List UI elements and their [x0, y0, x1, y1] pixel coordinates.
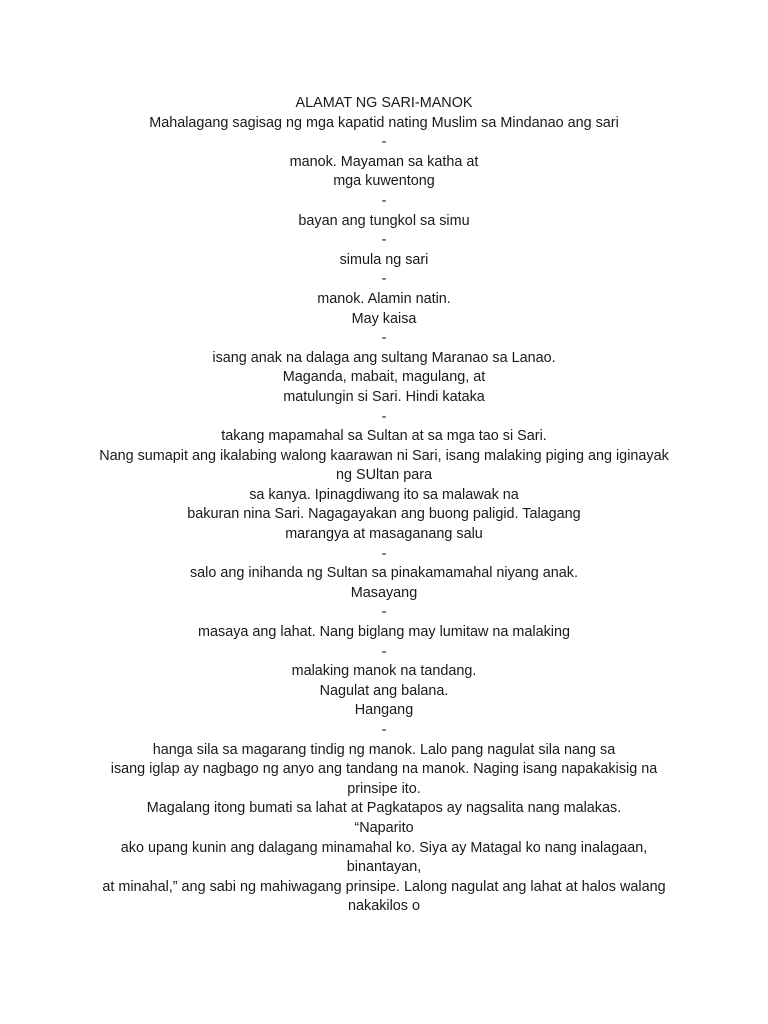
text-line: manok. Mayaman sa katha at	[289, 153, 479, 170]
text-line: -	[381, 192, 387, 209]
text-line: matulungin si Sari. Hindi kataka	[283, 388, 485, 405]
text-line: isang anak na dalaga ang sultang Maranao sa Lanao.	[212, 349, 556, 366]
text-line: bakuran nina Sari. Nagagayakan ang buong paligid. Talagang	[187, 506, 581, 523]
text-line: May kaisa	[351, 310, 417, 327]
text-line: manok. Alamin natin.	[317, 290, 451, 307]
text-line: Masayang	[350, 584, 418, 601]
text-line: -	[381, 408, 387, 425]
text-line: ng SUltan para	[336, 467, 432, 484]
text-line: masaya ang lahat. Nang biglang may lumitaw na malaking	[198, 624, 570, 641]
text-line: Magalang itong bumati sa lahat at Pagkatapos ay nagsalita nang malakas.	[146, 800, 622, 817]
text-line: “Naparito	[354, 819, 414, 836]
text-line: malaking manok na tandang.	[291, 663, 477, 680]
text-line: Nang sumapit ang ikalabing walong kaarawan ni Sari, isang malaking piging ang iginayak	[99, 447, 669, 464]
text-line: -	[381, 134, 387, 151]
text-line: at minahal,” ang sabi ng mahiwagang prinsipe. Lalong nagulat ang lahat at halos walang	[102, 878, 666, 895]
text-line: -	[381, 330, 387, 347]
text-line: salo ang inihanda ng Sultan sa pinakamamahal niyang anak.	[189, 565, 579, 582]
text-line: marangya at masaganang salu	[285, 526, 483, 543]
text-line: -	[381, 232, 387, 249]
text-line: Nagulat ang balana.	[319, 682, 449, 699]
text-line: -	[381, 271, 387, 288]
text-line: sa kanya. Ipinagdiwang ito sa malawak na	[249, 486, 519, 503]
text-line: -	[381, 604, 387, 621]
text-line: mga kuwentong	[333, 173, 435, 190]
text-line: prinsipe ito.	[347, 780, 421, 797]
text-line: binantayan,	[346, 859, 422, 876]
text-line: simula ng sari	[339, 251, 429, 268]
text-line: Hangang	[354, 702, 414, 719]
text-line: nakakilos o	[348, 898, 420, 915]
text-line: isang iglap ay nagbago ng anyo ang tandang na manok. Naging isang napakakisig na	[110, 761, 658, 778]
text-line: -	[381, 643, 387, 660]
text-line: takang mapamahal sa Sultan at sa mga tao si Sari.	[221, 428, 547, 445]
text-line: -	[381, 545, 387, 562]
text-line: bayan ang tungkol sa simu	[298, 212, 470, 229]
text-line: hanga sila sa magarang tindig ng manok. Lalo pang nagulat sila nang sa	[152, 741, 616, 758]
text-line: Maganda, mabait, magulang, at	[282, 369, 486, 386]
document-title: ALAMAT NG SARI-MANOK	[295, 95, 473, 111]
text-line: -	[381, 722, 387, 738]
document-page	[0, 94, 768, 917]
text-line: ako upang kunin ang dalagang minamahal ko. Siya ay Matagal ko nang inalagaan,	[120, 839, 648, 856]
text-line: Mahalagang sagisag ng mga kapatid nating Muslim sa Mindanao ang sari	[149, 114, 619, 131]
